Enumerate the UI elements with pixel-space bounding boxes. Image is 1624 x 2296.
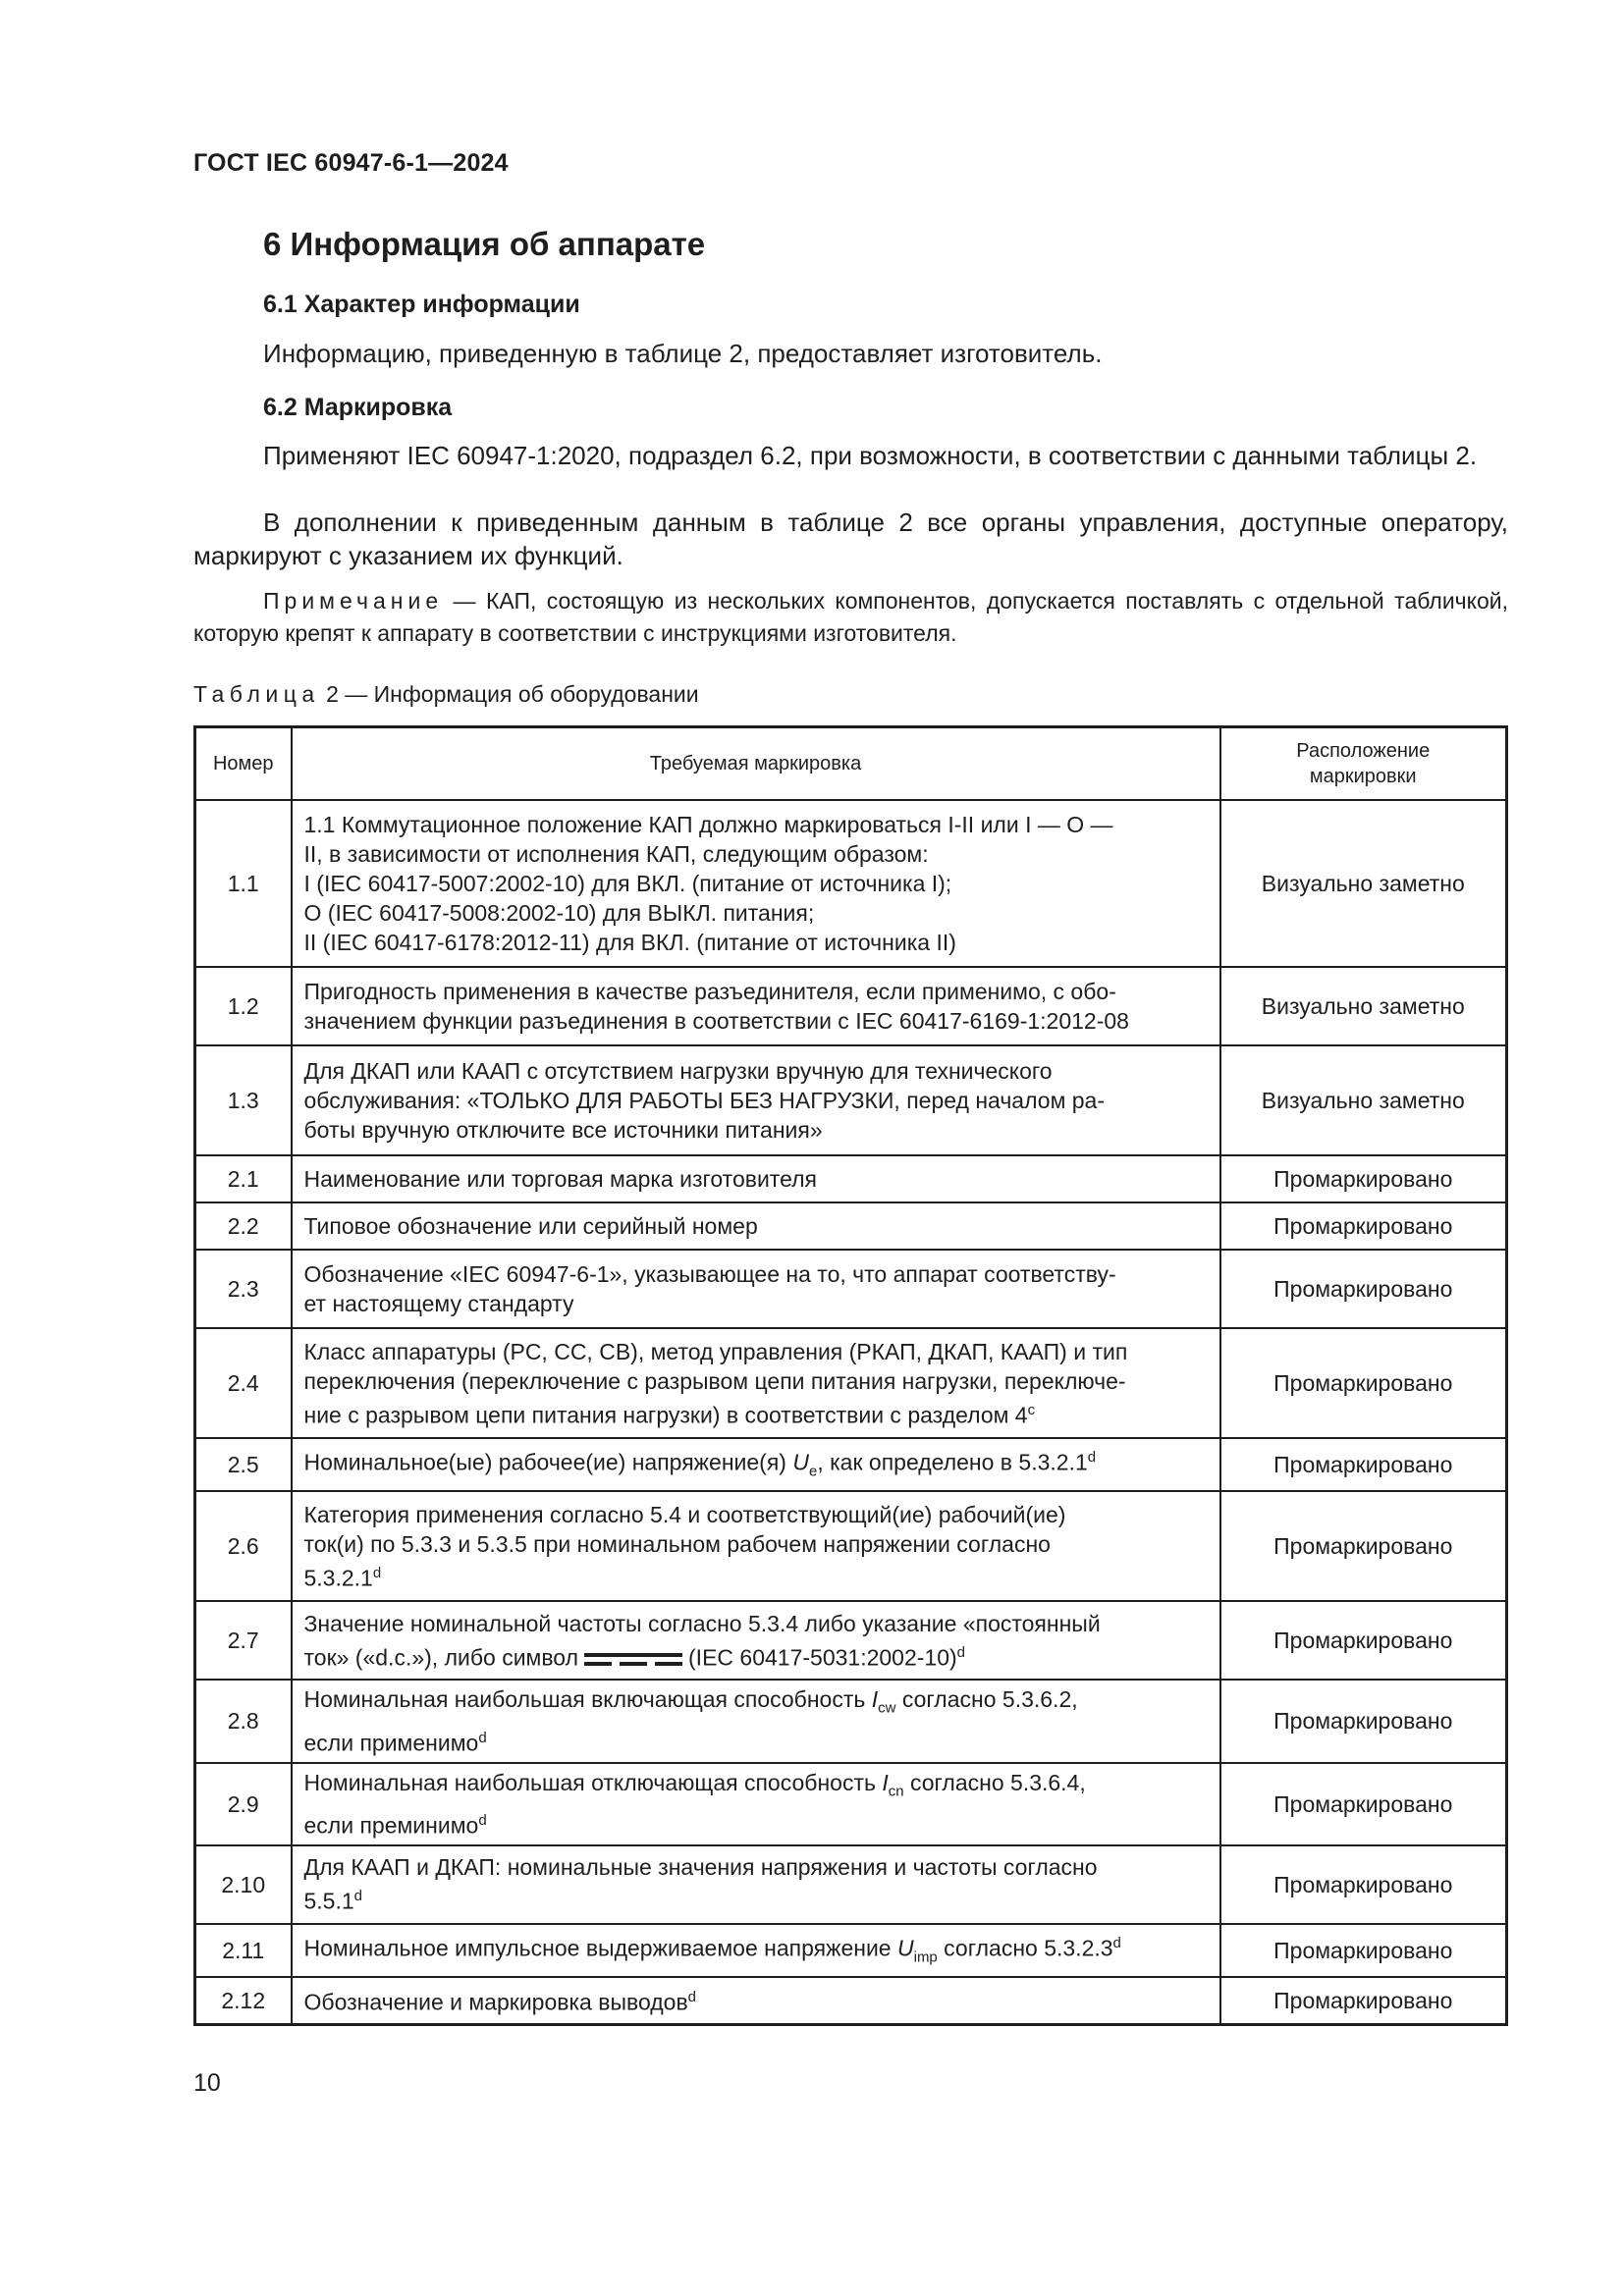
footnote-ref: d	[478, 1729, 487, 1746]
requirement-text: (IEC 60417-5031:2002-10)	[688, 1644, 957, 1671]
symbol-subscript: e	[808, 1463, 818, 1480]
requirement-line: II, в зависимости от исполнения КАП, следующим образом:	[303, 841, 929, 867]
row-requirement	[292, 1328, 1220, 1438]
footnote-ref: d	[956, 1643, 965, 1661]
footnote-ref: d	[687, 1989, 697, 2006]
row-requirement	[292, 1680, 1220, 1762]
row-requirement	[292, 800, 1220, 967]
table-row	[195, 1155, 1507, 1202]
table-row	[195, 1328, 1507, 1438]
row-location: Промаркировано	[1220, 1924, 1507, 1977]
table-row	[195, 1845, 1507, 1924]
requirement-line: Обозначение «IEC 60947-6-1», указывающее на то, что аппарат соответству-	[303, 1261, 1116, 1287]
row-requirement	[292, 1924, 1220, 1977]
requirement-line: Класс аппаратуры (PC, CC, CB), метод управления (РКАП, ДКАП, КААП) и тип	[303, 1338, 1128, 1364]
requirement-line: Для КААП и ДКАП: номинальные значения напряжения и частоты согласно	[303, 1854, 1098, 1881]
row-location: Визуально заметно	[1220, 800, 1507, 967]
requirement-line: O (IEC 60417-5008:2002-10) для ВЫКЛ. питания;	[303, 900, 815, 926]
row-number: 2.2	[195, 1202, 292, 1250]
symbol-subscript: cw	[878, 1699, 896, 1717]
table-caption-label: Таблица	[193, 681, 320, 707]
row-number: 2.8	[195, 1680, 292, 1762]
row-number: 2.6	[195, 1491, 292, 1601]
footnote-ref: c	[1027, 1401, 1036, 1418]
header-req: Требуемая маркировка	[292, 727, 1220, 801]
row-number: 2.7	[195, 1601, 292, 1680]
requirement-line: II (IEC 60417-6178:2012-11) для ВКЛ. (питание от источника II)	[303, 930, 956, 955]
footnote-ref: d	[372, 1564, 382, 1581]
table-row	[195, 1438, 1507, 1491]
table-row	[195, 1601, 1507, 1680]
table-row	[195, 1924, 1507, 1977]
requirement-text: Номинальная наибольшая включающая способность	[303, 1686, 872, 1713]
requirement-line: ние с разрывом цепи питания нагрузки) в соответствии с разделом 4	[303, 1402, 1028, 1428]
requirement-text: Номинальное(ые) рабочее(ие) напряжение(я)	[303, 1449, 793, 1475]
row-number: 1.3	[195, 1045, 292, 1155]
requirement-text: согласно 5.3.6.2,	[895, 1686, 1078, 1713]
requirement-line: обслуживания: «ТОЛЬКО ДЛЯ РАБОТЫ БЕЗ НАГРУЗКИ, перед началом ра-	[303, 1088, 1106, 1113]
row-number: 2.12	[195, 1977, 292, 2024]
row-location: Промаркировано	[1220, 1977, 1507, 2024]
symbol: U	[896, 1935, 914, 1961]
footnote-ref: d	[1087, 1449, 1097, 1466]
table-header-row	[195, 727, 1507, 801]
header-loc	[1220, 727, 1507, 801]
symbol: U	[792, 1449, 809, 1475]
row-location: Промаркировано	[1220, 1845, 1507, 1924]
table-row	[195, 1045, 1507, 1155]
row-number: 1.2	[195, 967, 292, 1045]
section-title: 6 Информация об аппарате	[263, 226, 706, 262]
footnote-ref: d	[1112, 1934, 1121, 1951]
note	[193, 585, 1508, 650]
page-number: 10	[193, 2069, 221, 2097]
requirement-line: Пригодность применения в качестве разъединителя, если применимо, с обо-	[303, 979, 1116, 1004]
requirement-text: согласно 5.3.6.4,	[903, 1769, 1086, 1795]
row-location: Промаркировано	[1220, 1202, 1507, 1250]
footnote-ref: d	[353, 1888, 362, 1905]
row-requirement	[292, 1250, 1220, 1328]
row-location: Промаркировано	[1220, 1491, 1507, 1601]
symbol: I	[871, 1686, 879, 1713]
paragraph-marking-1: Применяют IEC 60947-1:2020, подраздел 6.2, при возможности, в соответствии с данными таблицы 2.	[263, 441, 1478, 470]
requirement-line: I (IEC 60417-5007:2002-10) для ВКЛ. (питание от источника I);	[303, 871, 952, 896]
row-number: 2.9	[195, 1763, 292, 1845]
row-location: Промаркировано	[1220, 1250, 1507, 1328]
table-caption	[193, 681, 699, 708]
row-number: 1.1	[195, 800, 292, 967]
requirement-line: Для ДКАП или КААП с отсутствием нагрузки вручную для технического	[303, 1058, 1053, 1084]
paragraph-marking-2: В дополнении к приведенным данным в таблице 2 все органы управления, доступные оператору, маркируют с указанием их функций.	[193, 507, 1508, 570]
row-requirement	[292, 1845, 1220, 1924]
subsection-6-2-title: 6.2 Маркировка	[263, 394, 453, 421]
dc-symbol-icon	[584, 1651, 682, 1669]
subsection-6-1-title: 6.1 Характер информации	[263, 291, 580, 318]
requirement-text: , как определено в 5.3.2.1	[817, 1449, 1088, 1475]
document-code: ГОСТ IEC 60947-6-1—2024	[193, 149, 509, 177]
requirement-line: боты вручную отключите все источники питания»	[303, 1117, 823, 1143]
row-requirement	[292, 1491, 1220, 1601]
row-number: 2.5	[195, 1438, 292, 1491]
symbol-subscript: imp	[913, 1949, 938, 1965]
footnote-ref: d	[478, 1812, 487, 1830]
table-row	[195, 967, 1507, 1045]
row-location: Промаркировано	[1220, 1438, 1507, 1491]
requirement-text: Номинальная наибольшая отключающая способность	[303, 1769, 883, 1795]
header-loc-line2: маркировки	[1309, 766, 1417, 787]
requirement-text: согласно 5.3.2.3	[937, 1935, 1113, 1961]
row-location: Промаркировано	[1220, 1763, 1507, 1845]
row-number: 2.11	[195, 1924, 292, 1977]
symbol-subscript: cn	[888, 1783, 904, 1800]
marking-table	[193, 725, 1508, 2026]
requirement-line: Значение номинальной частоты согласно 5.3.4 либо указание «постоянный	[303, 1610, 1101, 1636]
row-location: Визуально заметно	[1220, 967, 1507, 1045]
table-row	[195, 1680, 1507, 1762]
table-row	[195, 1250, 1507, 1328]
requirement-text: Обозначение и маркировка выводов	[303, 1990, 688, 2016]
table-caption-text: 2 — Информация об оборудовании	[319, 681, 699, 707]
row-number: 2.1	[195, 1155, 292, 1202]
row-location: Промаркировано	[1220, 1601, 1507, 1680]
row-requirement: Типовое обозначение или серийный номер	[292, 1202, 1220, 1250]
note-label: Примечание	[263, 588, 444, 614]
requirement-line: ток(и) по 5.3.3 и 5.3.5 при номинальном рабочем напряжении согласно	[303, 1530, 1051, 1557]
row-requirement	[292, 1438, 1220, 1491]
symbol: I	[882, 1769, 889, 1795]
row-requirement	[292, 1045, 1220, 1155]
row-number: 2.3	[195, 1250, 292, 1328]
requirement-text: Номинальное импульсное выдерживаемое напряжение	[303, 1935, 897, 1961]
table-row	[195, 1491, 1507, 1601]
row-requirement	[292, 1977, 1220, 2024]
requirement-text: ток» («d.c.»), либо символ	[303, 1644, 579, 1671]
requirement-line: 1.1 Коммутационное положение КАП должно маркироваться I-II или I — O —	[303, 812, 1113, 837]
row-location: Промаркировано	[1220, 1328, 1507, 1438]
requirement-line: если преминимо	[303, 1812, 479, 1839]
note-text: — КАП, состоящую из нескольких компонентов, допускается поставлять с отдельной табличкой, которую крепят к аппарату в соответствии с инструкциями изготовителя.	[193, 588, 1508, 646]
table-row	[195, 1763, 1507, 1845]
row-location: Визуально заметно	[1220, 1045, 1507, 1155]
requirement-line: ет настоящему стандарту	[303, 1291, 574, 1316]
row-number: 2.4	[195, 1328, 292, 1438]
row-number: 2.10	[195, 1845, 292, 1924]
row-requirement: Наименование или торговая марка изготовителя	[292, 1155, 1220, 1202]
row-location: Промаркировано	[1220, 1680, 1507, 1762]
header-loc-line1: Расположение	[1296, 740, 1431, 762]
row-location: Промаркировано	[1220, 1155, 1507, 1202]
requirement-line: переключения (переключение с разрывом цепи питания нагрузки, переключе-	[303, 1367, 1126, 1394]
table-row	[195, 1202, 1507, 1250]
requirement-line: если применимо	[303, 1730, 479, 1756]
requirement-line: Категория применения согласно 5.4 и соответствующий(ие) рабочий(ие)	[303, 1501, 1066, 1527]
requirement-line: значением функции разъединения в соответствии с IEC 60417-6169-1:2012-08	[303, 1008, 1129, 1034]
row-requirement	[292, 1763, 1220, 1845]
row-requirement	[292, 967, 1220, 1045]
table-row	[195, 1977, 1507, 2024]
subsection-6-1-text: Информацию, приведенную в таблице 2, предоставляет изготовитель.	[263, 339, 1103, 368]
requirement-line: 5.5.1	[303, 1889, 354, 1915]
row-requirement	[292, 1601, 1220, 1680]
header-num: Номер	[195, 727, 292, 801]
table-row	[195, 800, 1507, 967]
requirement-line: 5.3.2.1	[303, 1565, 373, 1591]
